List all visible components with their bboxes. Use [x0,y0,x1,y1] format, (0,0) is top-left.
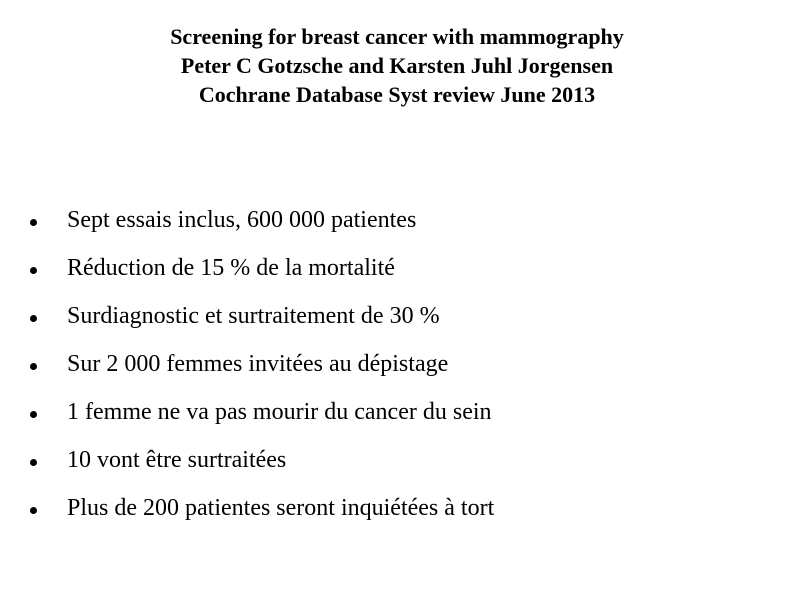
bullet-text: Sur 2 000 femmes invitées au dépistage [67,350,449,377]
bullet-dot-icon [30,363,37,370]
bullet-item [30,436,770,484]
bullet-text: Réduction de 15 % de la mortalité [67,254,395,281]
bullet-dot-icon [30,315,37,322]
bullet-dot-icon [30,267,37,274]
bullet-dot-icon [30,507,37,514]
title-line-topic: Screening for breast cancer with mammography [170,24,624,49]
bullet-item [30,244,770,292]
slide-title [0,22,794,109]
bullet-item [30,292,770,340]
title-line-source: Cochrane Database Syst review June 2013 [198,82,596,107]
bullet-text: 1 femme ne va pas mourir du cancer du sein [67,398,492,425]
bullet-text: Sept essais inclus, 600 000 patientes [67,206,417,233]
bullet-dot-icon [30,219,37,226]
bullet-text: Surdiagnostic et surtraitement de 30 % [67,302,440,329]
bullet-dot-icon [30,411,37,418]
bullet-item [30,196,770,244]
bullet-list [30,196,770,532]
bullet-dot-icon [30,459,37,466]
bullet-text: 10 vont être surtraitées [67,446,287,473]
bullet-item [30,388,770,436]
bullet-item [30,484,770,532]
title-line-authors: Peter C Gotzsche and Karsten Juhl Jorgensen [180,53,614,78]
bullet-text: Plus de 200 patientes seront inquiétées à tort [67,494,495,521]
bullet-item [30,340,770,388]
